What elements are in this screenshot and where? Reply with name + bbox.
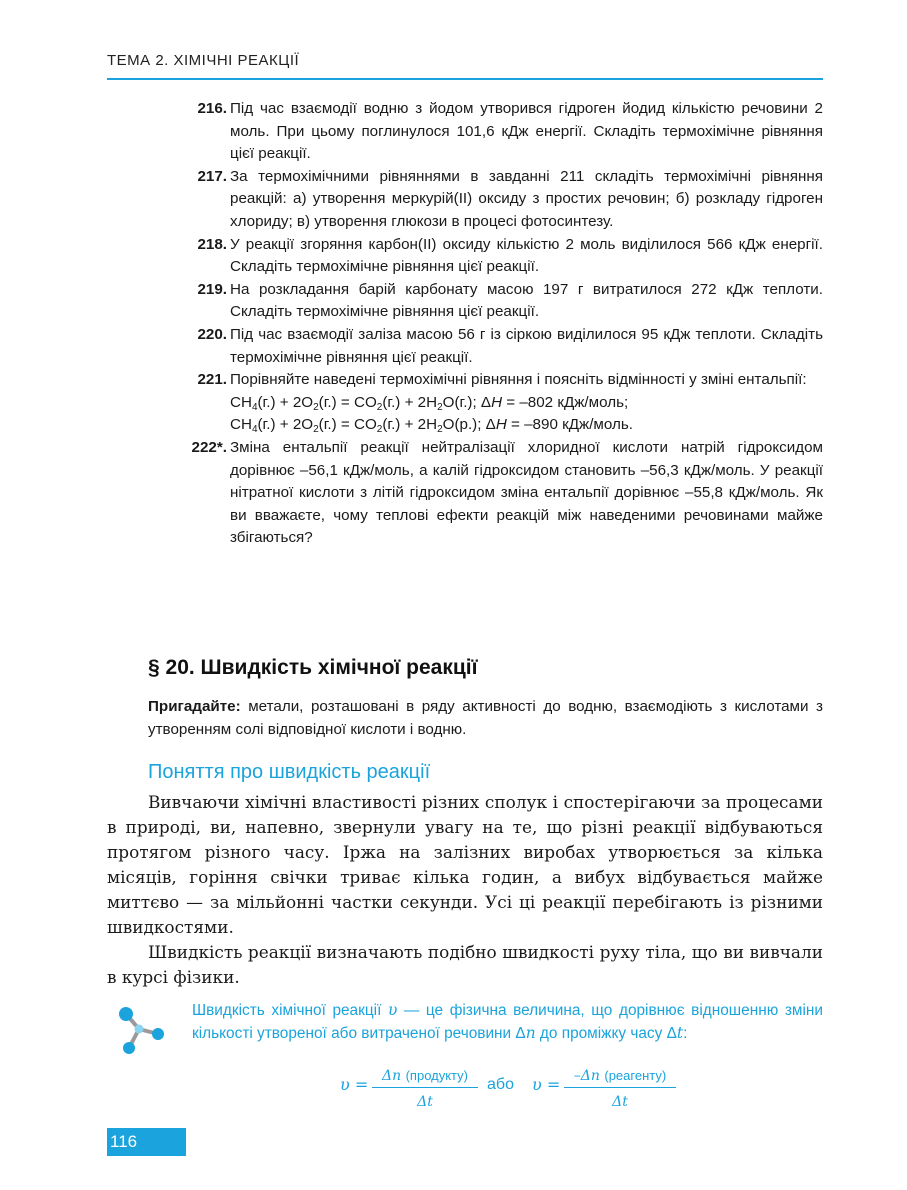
- body-text: [107, 790, 823, 990]
- task-number: 218.: [197, 235, 227, 253]
- formula-lhs-1: υ =: [340, 1075, 369, 1094]
- task-216: [150, 98, 823, 166]
- task-number: 216.: [197, 100, 227, 117]
- definition: Швидкість хімічної реакції υ — це фізична величина, що дорівнює відношенню зміни кількості утвореної або витраченої речовини Δn до проміжку часу Δt:: [192, 1001, 823, 1042]
- task-number: 222*.: [191, 438, 227, 456]
- section-title: § 20. Швидкість хімічної реакції: [148, 656, 478, 679]
- task-text: Під час взаємодії заліза масою 56 г із сіркою виділилося 95 кДж теплоти. Складіть термохімічне рівняння цієї реакції.: [230, 325, 823, 366]
- task-number: 219.: [197, 280, 227, 298]
- equation-2: $CH_4(г.) + 2O_2(г.) = CO_2(г.) + 2H_2O(р.)$; ΔH = –890 кДж/моль.: [230, 416, 633, 436]
- task-text: Під час взаємодії водню з йодом утворився гідроген йодид кількістю речовини 2 моль. При цьому поглинулося 101,6 кДж енергії. Складіть термохімічне рівняння цієї реакції.: [230, 100, 823, 163]
- recall-note: [148, 695, 823, 741]
- task-text: На розкладання барій карбонату масою 197 г витратилося 272 кДж теплоти. Складіть термохімічне рівняння цієї реакції.: [230, 280, 823, 321]
- task-text: Порівняйте наведені термохімічні рівняння і поясніть відмінності у зміні ентальпії:: [230, 371, 807, 389]
- task-219: [150, 279, 823, 324]
- task-text: Зміна ентальпії реакції нейтралізації хлоридної кислоти натрій гідроксидом дорівнює –56,1 кДж/моль, а калій гідроксидом становить –56,3 кДж/моль. У реакції нітратної кислоти з літій гідроксидом зміна ентальпії дорівнює –55,8 кДж/моль. Як ви вважаєте, чому теплові ефекти реакцій між наведеними речовинами майже збігаються?: [230, 438, 823, 547]
- task-number: 217.: [197, 167, 227, 185]
- task-number: 220.: [197, 325, 227, 343]
- fraction-product: Δn (продукту) Δt: [372, 1068, 478, 1110]
- recall-text: метали, розташовані в ряду активності до водню, взаємодіють з кислотами з утворенням солі відповідної кислоти і водню.: [148, 698, 823, 738]
- subheading: Поняття про швидкість реакції: [148, 761, 431, 783]
- task-217: [150, 166, 823, 234]
- task-list: [150, 98, 823, 550]
- page-number: 116: [107, 1128, 186, 1156]
- formula-lhs-2: υ =: [532, 1075, 561, 1094]
- task-222: [150, 437, 823, 550]
- task-220: [150, 324, 823, 369]
- molecule-icon: [112, 1002, 172, 1062]
- task-221: [150, 369, 823, 437]
- or-word: або: [487, 1076, 514, 1093]
- header-rule: [107, 78, 823, 80]
- fraction-reagent: –Δn (реагенту) Δt: [564, 1068, 676, 1110]
- paragraph: Швидкість реакції визначають подібно швидкості руху тіла, що ви вивчали в курсі фізики.: [107, 942, 823, 987]
- paragraph: Вивчаючи хімічні властивості різних сполук і спостерігаючи за процесами в природі, ви, напевно, звернули увагу на те, що різні реакції відбуваються протягом різного часу. Іржа на залізних виробах утворюється за кілька місяців, горіння свічки триває кілька годин, а вибух відбувається майже миттєво — за мільйонні частки секунди. Усі ці реакції перебігають із різними швидкостями.: [107, 792, 823, 937]
- task-text-block: [230, 369, 823, 437]
- recall-label: Пригадайте:: [148, 698, 241, 715]
- task-218: [150, 234, 823, 279]
- rate-formula: [340, 1068, 760, 1118]
- task-text: За термохімічними рівняннями в завданні 211 складіть термохімічні рівняння реакцій: а) утворення меркурій(ІІ) оксиду з простих речовин; б) розкладу гідроген хлориду; в) утворення глюкози в процесі фотосинтезу.: [230, 167, 823, 230]
- equation-1: $CH_4(г.) + 2O_2(г.) = CO_2(г.) + 2H_2O(г.)$; ΔH = –802 кДж/моль;: [230, 393, 629, 413]
- task-number: 221.: [197, 371, 227, 389]
- running-header: ТЕМА 2. ХІМІЧНІ РЕАКЦІЇ: [107, 52, 300, 69]
- task-text: У реакції згоряння карбон(ІІ) оксиду кількістю 2 моль виділилося 566 кДж енергії. Складіть термохімічне рівняння цієї реакції.: [230, 235, 823, 276]
